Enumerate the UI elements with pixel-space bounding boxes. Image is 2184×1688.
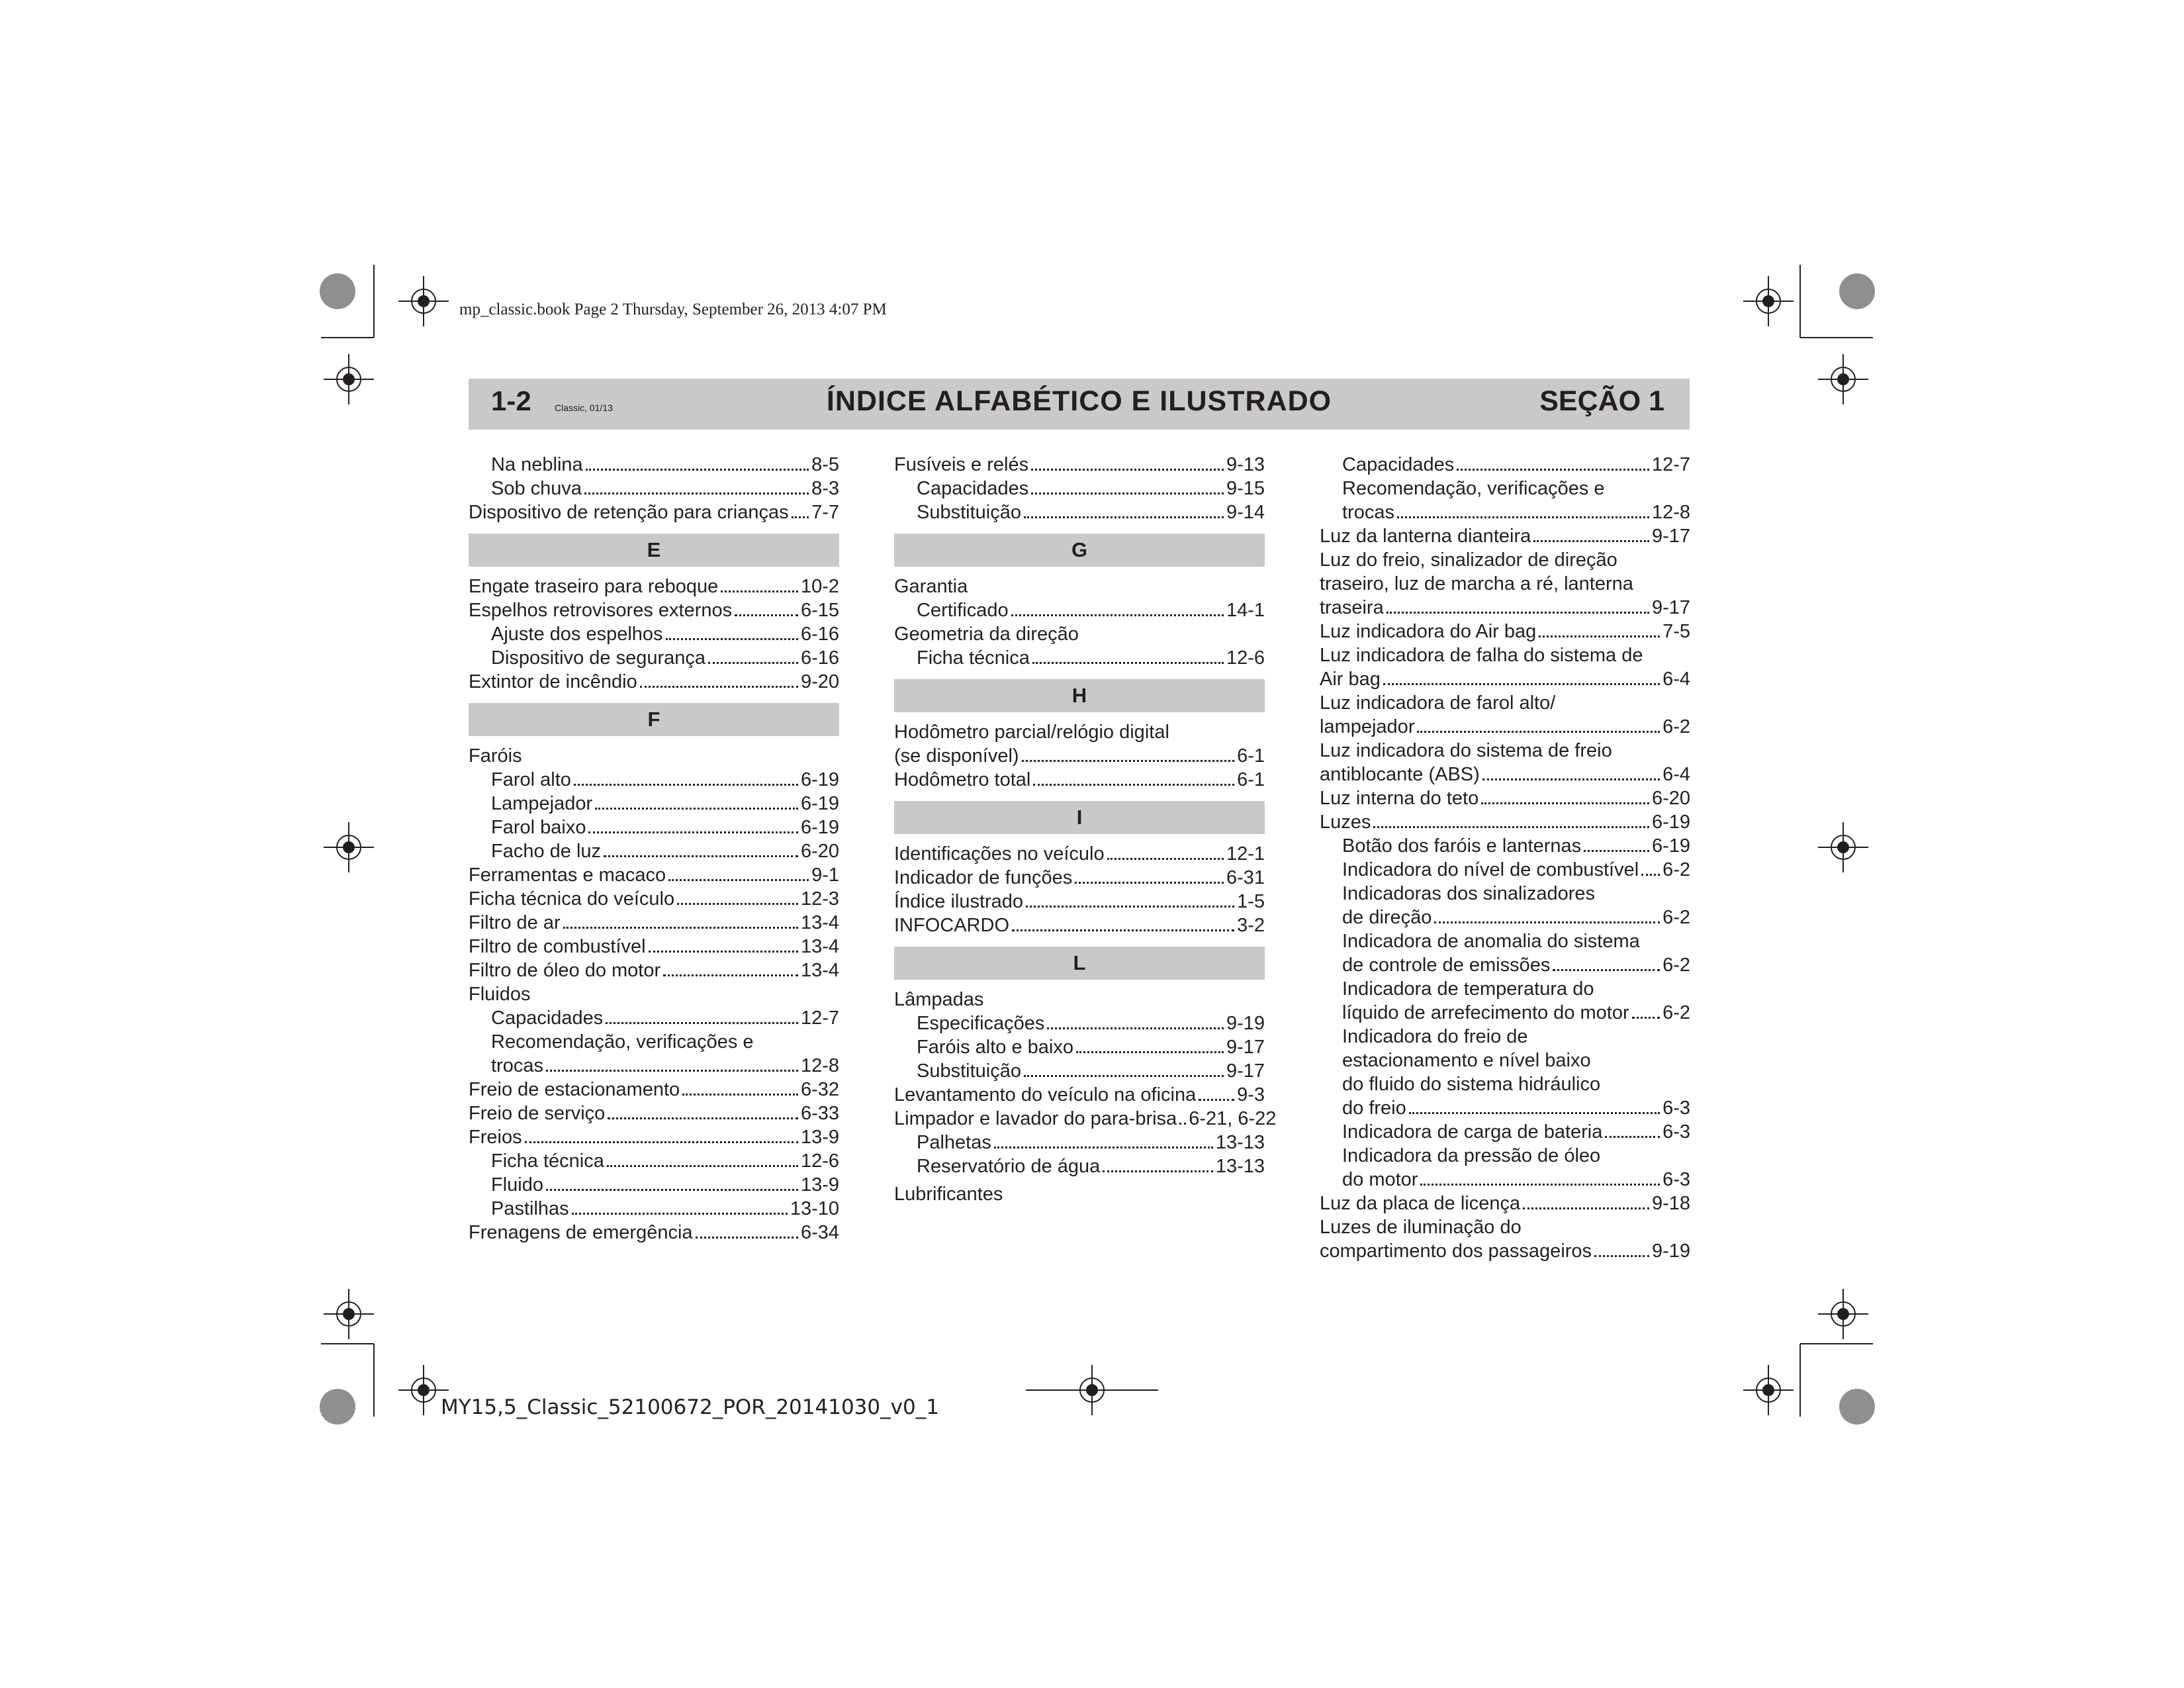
page-number: 1-2 [491,385,531,416]
entry-label: Sob chuva [491,478,582,499]
index-entry [469,1102,839,1125]
section-letter-e: E [469,534,839,567]
index-heading-garantia: Garantia [894,576,968,597]
entry-page: 10-2 [800,576,839,597]
index-entry-line: Hodômetro parcial/relógio digital [894,722,1169,743]
entry-label: Substituição [917,1060,1021,1082]
index-entry [894,1154,1265,1178]
dot-leader [708,662,798,664]
entry-page: 9-3 [1237,1084,1265,1105]
dot-leader [607,1165,798,1167]
index-entry [469,646,839,670]
entry-page: 12-6 [800,1150,839,1172]
entry-page: 13-4 [800,960,839,981]
edition-label: Classic, 01/13 [555,402,613,413]
entry-label: Índice ilustrado [894,891,1024,912]
entry-page: 6-20 [800,841,839,862]
index-column-2 [894,453,1277,1206]
dot-leader [1076,1051,1224,1053]
index-entry: Luz indicadora do Air bag 7-5 [1320,621,1690,642]
index-entry: do freio 6-3 [1342,1098,1690,1119]
index-entry [469,477,839,500]
index-entry: traseira 9-17 [1320,597,1690,618]
dot-leader [666,638,798,640]
index-entry-line: Indicadoras dos sinalizadores [1342,883,1596,904]
dot-leader [735,614,798,616]
entry-page: 9-17 [1226,1060,1265,1082]
entry-page: 13-4 [800,912,839,933]
index-entry-line: Luzes de iluminação do [1320,1217,1522,1238]
index-entry: Luzes 6-19 [1320,812,1690,833]
index-entry [469,598,839,622]
index-entry-line: Luz do freio, sinalizador de direção [1320,549,1617,571]
dot-leader [792,516,809,518]
entry-page: 6-16 [800,647,839,669]
entry-label: Filtro de combustível [469,936,646,957]
entry-label: INFOCARDO [894,915,1009,936]
index-entry [469,1221,839,1244]
entry-label: Farol baixo [491,817,586,838]
dot-leader [721,590,798,592]
dot-leader [1107,858,1224,860]
entry-page: 13-9 [800,1127,839,1148]
index-entry [894,890,1265,914]
entry-page: 12-8 [800,1055,839,1076]
dot-leader [563,927,798,929]
dot-leader [572,1213,788,1215]
index-entry: Air bag 6-4 [1320,669,1690,690]
entry-label: Freio de estacionamento [469,1079,680,1100]
index-entry [469,1054,839,1078]
dot-leader [696,1237,798,1239]
section-letter-l: L [894,947,1265,980]
entry-label: Substituição [917,502,1021,523]
entry-page: 9-15 [1226,478,1265,499]
index-entry-line: Luz indicadora de falha do sistema de [1320,645,1643,666]
index-entry: Indicadora do nível de combustível 6-2 [1342,859,1690,880]
index-column-1 [469,453,839,1244]
index-entry: Indicadora de carga de bateria 6-3 [1342,1121,1690,1143]
entry-label: Freio de serviço [469,1103,606,1124]
entry-label: Faróis alto e baixo [917,1037,1073,1058]
index-entry [469,959,839,982]
entry-page: 6-21, 6-22 [1189,1108,1277,1129]
entry-page: 3-2 [1237,915,1265,936]
index-entry: líquido de arrefecimento do motor 6-2 [1342,1002,1690,1023]
entry-label: Fluido [491,1174,543,1196]
entry-page: 9-14 [1226,502,1265,523]
entry-label: Identificações no veículo [894,843,1105,865]
entry-label: Ficha técnica do veículo [469,888,675,910]
dot-leader [668,879,809,881]
index-entry [894,1059,1265,1083]
index-entry [469,1173,839,1197]
index-entry [469,792,839,816]
entry-label: Dispositivo de segurança [491,647,706,669]
section-letter-i: I [894,801,1265,834]
index-entry: Luz da placa de licença 9-18 [1320,1193,1690,1214]
index-entry: de direção 6-2 [1342,907,1690,928]
index-entry [469,1149,839,1173]
index-entry [894,1131,1265,1154]
index-entry [469,453,839,477]
dot-leader [1031,469,1224,471]
dot-leader [525,1141,798,1143]
dot-leader [1179,1123,1186,1125]
entry-label: Capacidades [917,478,1029,499]
index-entry [469,839,839,863]
entry-label: trocas [491,1055,543,1076]
section-letter-h: H [894,679,1265,712]
index-entry: Botão dos faróis e lanternas 6-19 [1342,835,1690,857]
entry-page: 6-19 [800,769,839,790]
section-label: SEÇÃO 1 [1539,385,1664,417]
section-letter-g: G [894,534,1265,567]
index-entry [469,1125,839,1149]
index-heading-geometria: Geometria da direção [894,624,1079,645]
dot-leader [588,831,797,833]
index-entry: de controle de emissões 6-2 [1342,955,1690,976]
index-entry: (se disponível) 6-1 [894,745,1265,767]
index-entry [894,866,1265,890]
entry-page: 6-33 [800,1103,839,1124]
entry-page: 9-19 [1226,1013,1265,1034]
index-entry: compartimento dos passageiros 9-19 [1320,1241,1690,1262]
dot-leader [677,903,798,905]
dot-leader [1103,1170,1213,1172]
index-entry [894,1107,1277,1131]
entry-label: Frenagens de emergência [469,1222,693,1243]
entry-label: Lampejador [491,793,593,814]
dot-leader [1031,492,1224,494]
index-entry: Capacidades 12-7 [1342,454,1690,475]
index-entry: antiblocante (ABS) 6-4 [1320,764,1690,785]
page-title: ÍNDICE ALFABÉTICO E ILUSTRADO [826,385,1332,417]
dot-leader [574,784,798,786]
index-entry [469,622,839,646]
dot-leader [546,1189,798,1191]
entry-label: Pastilhas [491,1198,569,1219]
entry-page: 9-17 [1226,1037,1265,1058]
index-entry [894,477,1265,500]
index-entry [469,575,839,598]
dot-leader [546,1070,798,1072]
dot-leader [1026,906,1234,908]
entry-label: Ficha técnica [491,1150,604,1172]
entry-page: 6-31 [1226,867,1265,888]
index-entry [894,1035,1265,1059]
entry-label: Engate traseiro para reboque [469,576,719,597]
entry-page: 8-5 [811,454,839,475]
dot-leader [1012,929,1234,931]
entry-label: Espelhos retrovisores externos [469,600,733,621]
index-entry-line: estacionamento e nível baixo [1342,1050,1591,1071]
index-entry: Hodômetro total 6-1 [894,769,1265,790]
dot-leader [584,492,809,494]
index-entry [469,1078,839,1102]
dot-leader [1047,1027,1224,1029]
section-letter-f: F [469,703,839,736]
dot-leader [682,1094,798,1096]
dot-leader [608,1117,798,1119]
index-entry-line: Recomendação, verificações e [1342,478,1605,499]
index-entry [894,842,1265,866]
index-entry: lampejador 6-2 [1320,716,1690,737]
entry-page: 6-16 [800,624,839,645]
entry-label: Levantamento do veículo na oficina [894,1084,1197,1105]
index-heading-farois: Faróis [469,745,522,767]
entry-label: Reservatório de água [917,1156,1101,1177]
index-heading-lampadas: Lâmpadas [894,989,984,1010]
index-entry: Luz interna do teto 6-20 [1320,788,1690,809]
entry-page: 13-13 [1215,1156,1265,1177]
entry-label: Palhetas [917,1132,991,1153]
index-heading-lubrificantes: Lubrificantes [894,1184,1003,1205]
entry-page: 6-32 [800,1079,839,1100]
entry-label: Especificações [917,1013,1045,1034]
index-entry-line: Indicadora do freio de [1342,1026,1528,1047]
dot-leader [649,951,798,953]
dot-leader [640,686,798,688]
index-heading-fluidos: Fluidos [469,984,531,1005]
entry-page: 6-19 [800,793,839,814]
entry-page: 8-3 [811,478,839,499]
entry-page: 6-19 [800,817,839,838]
dot-leader [994,1147,1213,1149]
index-entry: Luz da lanterna dianteira 9-17 [1320,526,1690,547]
entry-label: Limpador e lavador do para-brisa [894,1108,1177,1129]
book-info-line: mp_classic.book Page 2 Thursday, September 26, 2013 4:07 PM [459,301,887,318]
entry-page: 12-1 [1226,843,1265,865]
entry-label: Filtro de ar [469,912,561,933]
entry-page: 9-20 [800,671,839,692]
index-entry [469,911,839,935]
entry-label: Ferramentas e macaco [469,865,666,886]
index-entry [894,1083,1265,1107]
index-entry [469,816,839,839]
entry-label: Fusíveis e relés [894,454,1029,475]
dot-leader [1075,882,1224,884]
index-entry [469,768,839,792]
dot-leader [1024,1075,1224,1077]
entry-label: Dispositivo de retenção para crianças [469,502,789,523]
entry-page: 1-5 [1237,891,1265,912]
index-entry [894,914,1265,937]
entry-page: 13-9 [800,1174,839,1196]
dot-leader [663,974,798,976]
index-entry-line: Luz indicadora do sistema de freio [1320,740,1612,761]
index-entry-line: Recomendação, verificações e [491,1031,754,1053]
entry-label: Freios [469,1127,522,1148]
page-header [469,379,1690,430]
dot-leader [1199,1099,1234,1101]
index-entry: Certificado 14-1 [917,600,1265,621]
index-entry-line: Luz indicadora de farol alto/ [1320,692,1556,714]
index-entry [894,453,1265,477]
index-entry [469,1197,839,1221]
index-entry-line: Indicadora de temperatura do [1342,978,1594,1000]
index-entry [469,887,839,911]
entry-page: 9-1 [811,865,839,886]
entry-label: Ajuste dos espelhos [491,624,663,645]
dot-leader [586,469,809,471]
index-entry [469,500,839,524]
entry-label: Na neblina [491,454,583,475]
index-entry-line: traseiro, luz de marcha a ré, lanterna [1320,573,1633,594]
index-entry: trocas 12-8 [1342,502,1690,523]
entry-label: Extintor de incêndio [469,671,637,692]
entry-label: Facho de luz [491,841,602,862]
entry-page: 6-15 [800,600,839,621]
index-entry [894,1011,1265,1035]
index-entry [469,863,839,887]
index-entry-line: do fluido do sistema hidráulico [1342,1074,1601,1095]
dot-leader [595,808,798,810]
index-entry: Capacidades 12-7 [491,1008,839,1029]
entry-label: Filtro de óleo do motor [469,960,661,981]
entry-page: 13-10 [790,1198,839,1219]
entry-label: Farol alto [491,769,571,790]
entry-page: 7-7 [811,502,839,523]
index-entry [469,670,839,694]
entry-page: 6-34 [800,1222,839,1243]
document-code: MY15,5_Classic_52100672_POR_20141030_v0_1 [441,1395,939,1419]
entry-label: Indicador de funções [894,867,1073,888]
entry-page: 13-13 [1215,1132,1265,1153]
dot-leader [604,855,798,857]
entry-page: 9-13 [1226,454,1265,475]
index-entry [469,935,839,959]
index-entry-line: Indicadora da pressão de óleo [1342,1145,1601,1166]
index-column-3 [1320,453,1690,1263]
index-entry [894,500,1265,524]
index-entry: Ficha técnica 12-6 [917,647,1265,669]
index-entry: do motor 6-3 [1342,1169,1690,1190]
dot-leader [1024,516,1224,518]
index-entry-line: Indicadora de anomalia do sistema [1342,931,1640,952]
entry-page: 12-3 [800,888,839,910]
entry-page: 13-4 [800,936,839,957]
